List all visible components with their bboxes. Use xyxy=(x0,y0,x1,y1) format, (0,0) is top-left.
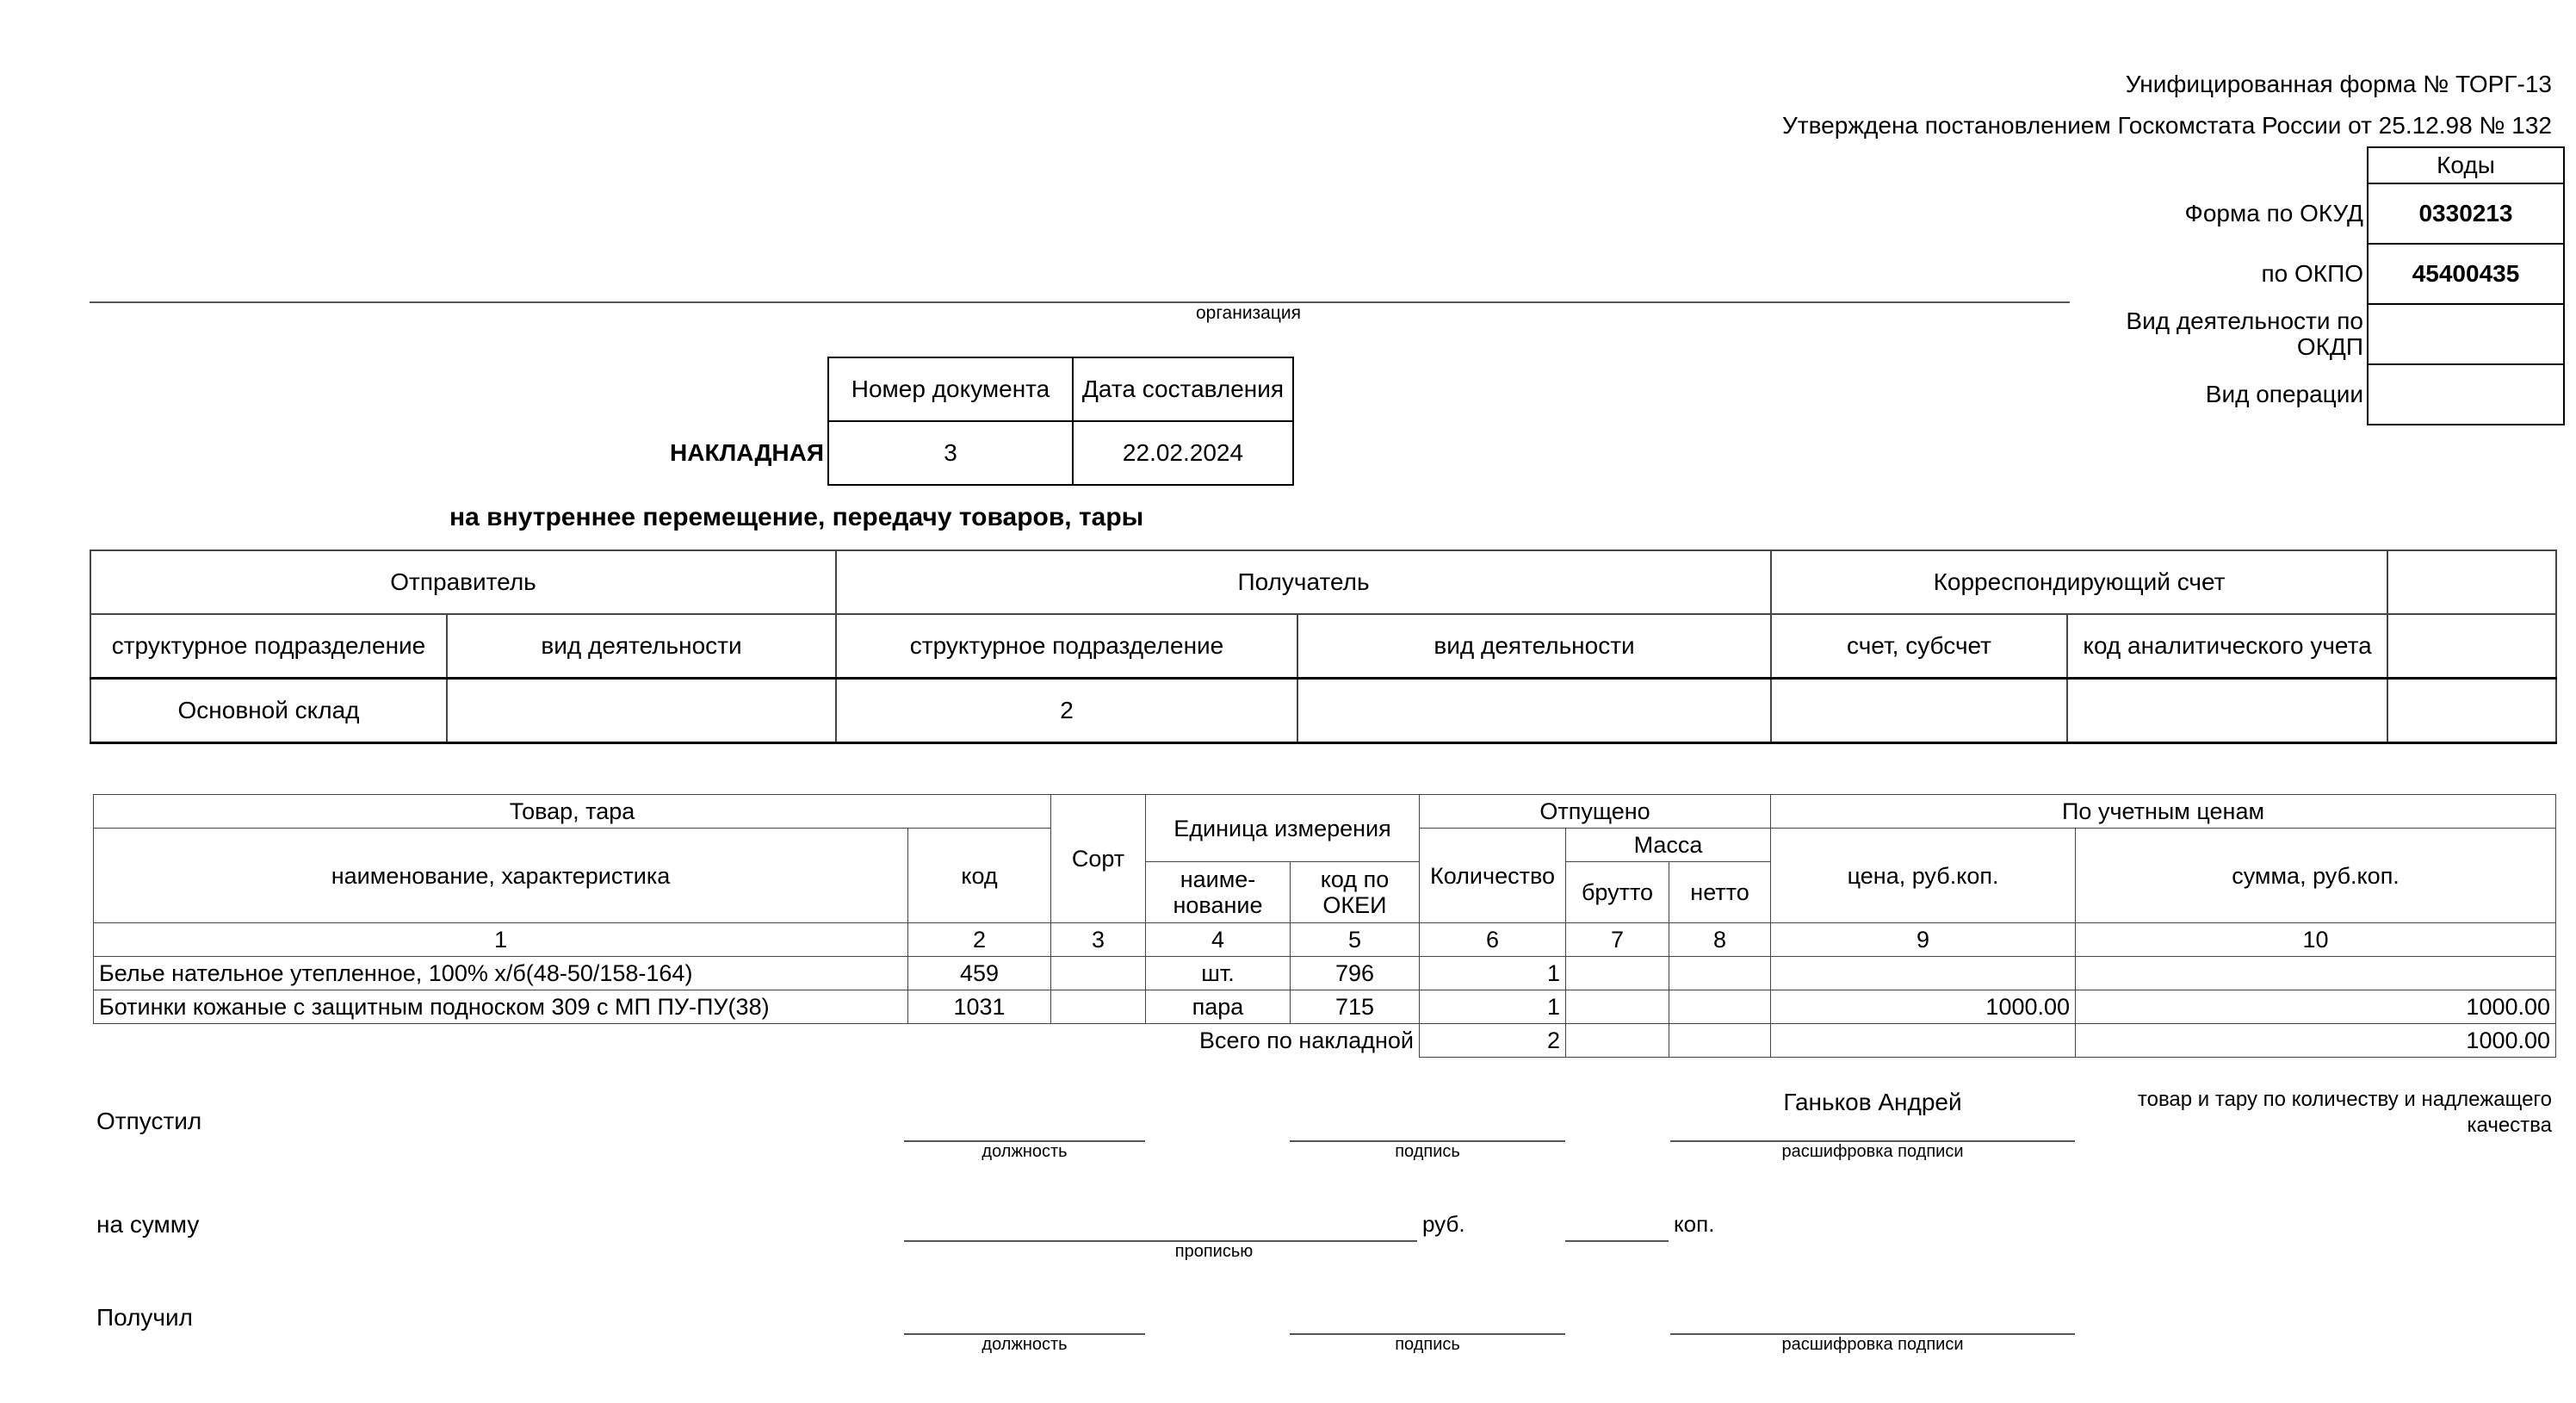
codes-title: Коды xyxy=(2368,147,2564,183)
subaccount-value xyxy=(1771,679,2067,743)
total-label: Всего по накладной xyxy=(1199,1027,1415,1054)
total-sum: 1000.00 xyxy=(2076,1024,2556,1058)
item-gross xyxy=(1566,957,1669,990)
okdp-value xyxy=(2368,304,2564,364)
okpo-label: по ОКПО xyxy=(2261,260,2363,287)
receiver-unit-header: структурное подразделение xyxy=(836,614,1297,679)
organization-line xyxy=(90,301,2070,303)
okpo-value: 45400435 xyxy=(2368,244,2564,304)
sender-unit-header: структурное подразделение xyxy=(90,614,447,679)
goods-header: Товар, тара xyxy=(94,795,1051,829)
qty-header: Количество xyxy=(1420,829,1566,923)
col-number: 4 xyxy=(1146,923,1291,957)
table-row xyxy=(94,957,2556,990)
analytic-code-header: код аналитического учета xyxy=(2067,614,2387,679)
decode-caption: расшифровка подписи xyxy=(1781,1142,1964,1161)
sender-receiver-table xyxy=(90,549,2557,744)
sender-unit-value: Основной склад xyxy=(90,679,447,743)
doc-date-label: Дата составления xyxy=(1073,357,1293,421)
item-name: Белье нательное утепленное, 100% х/б(48-50/158-164) xyxy=(94,957,908,990)
okdp-label: Вид деятельности по ОКДП xyxy=(2126,307,2363,360)
sum-header: сумма, руб.коп. xyxy=(2076,829,2556,923)
total-row xyxy=(94,1024,2556,1058)
codes-table xyxy=(2084,146,2565,425)
document-number-table xyxy=(560,357,1294,486)
col-number: 1 xyxy=(94,923,908,957)
item-unit: пара xyxy=(1146,990,1291,1024)
doc-date-value: 22.02.2024 xyxy=(1073,421,1293,485)
code-header: код xyxy=(908,829,1051,923)
receiver-activity-header: вид деятельности xyxy=(1297,614,1771,679)
item-name: Ботинки кожаные с защитным подноском 309 с МП ПУ-ПУ(38) xyxy=(94,990,908,1024)
position-caption: должность xyxy=(981,1142,1068,1161)
item-sort xyxy=(1051,990,1146,1024)
col-number: 2 xyxy=(908,923,1051,957)
doc-number-value: 3 xyxy=(828,421,1073,485)
col-number: 8 xyxy=(1669,923,1771,957)
operation-label: Вид операции xyxy=(2205,381,2363,407)
sender-activity-value xyxy=(447,679,836,743)
item-code: 1031 xyxy=(908,990,1051,1024)
receiver-unit-value: 2 xyxy=(836,679,1297,743)
analytic-code-value xyxy=(2067,679,2387,743)
table-row xyxy=(94,990,2556,1024)
receiver-header: Получатель xyxy=(836,550,1771,614)
position-caption: должность xyxy=(981,1335,1068,1354)
kop-line xyxy=(1565,1240,1669,1242)
item-code: 459 xyxy=(908,957,1051,990)
receiver-activity-value xyxy=(1297,679,1771,743)
sender-header: Отправитель xyxy=(90,550,836,614)
document-subtitle: на внутреннее перемещение, передачу товаров, тары xyxy=(449,503,1144,531)
subaccount-header: счет, субсчет xyxy=(1771,614,2067,679)
document-title: НАКЛАДНАЯ xyxy=(670,439,824,466)
extra-value xyxy=(2387,679,2556,743)
item-okei: 715 xyxy=(1291,990,1420,1024)
net-header: нетто xyxy=(1669,862,1771,923)
col-number: 5 xyxy=(1291,923,1420,957)
approval-note: Утверждена постановлением Госкомстата России от 25.12.98 № 132 xyxy=(1782,112,2552,139)
sum-label: на сумму xyxy=(96,1211,200,1238)
released-label: Отпустил xyxy=(96,1108,202,1134)
quality-note: товар и тару по количеству и надлежащего качества xyxy=(2137,1088,2552,1137)
decode-caption: расшифровка подписи xyxy=(1781,1335,1964,1354)
col-number: 7 xyxy=(1566,923,1669,957)
item-qty: 1 xyxy=(1420,990,1566,1024)
item-price: 1000.00 xyxy=(1771,990,2076,1024)
price-header: цена, руб.коп. xyxy=(1771,829,2076,923)
item-sort xyxy=(1051,957,1146,990)
kop-label: коп. xyxy=(1674,1211,1715,1237)
item-qty: 1 xyxy=(1420,957,1566,990)
total-qty: 2 xyxy=(1420,1024,1566,1058)
rub-label: руб. xyxy=(1422,1211,1465,1237)
goods-table xyxy=(93,794,2556,1058)
item-net xyxy=(1669,957,1771,990)
item-sum: 1000.00 xyxy=(2076,990,2556,1024)
sender-activity-header: вид деятельности xyxy=(447,614,836,679)
sort-header: Сорт xyxy=(1051,795,1146,923)
form-name: Унифицированная форма № ТОРГ-13 xyxy=(2125,71,2552,97)
okud-label: Форма по ОКУД xyxy=(2184,200,2363,227)
col-number: 6 xyxy=(1420,923,1566,957)
item-unit: шт. xyxy=(1146,957,1291,990)
released-name: Ганьков Андрей xyxy=(1783,1089,1962,1115)
account-header: Корреспондирующий счет xyxy=(1771,550,2387,614)
unit-name-header: наиме-нование xyxy=(1146,862,1291,923)
prices-header: По учетным ценам xyxy=(1771,795,2556,829)
okei-header: код по ОКЕИ xyxy=(1291,862,1420,923)
item-price xyxy=(1771,957,2076,990)
item-net xyxy=(1669,990,1771,1024)
organization-caption: организация xyxy=(1195,303,1301,323)
signature-caption: подпись xyxy=(1395,1142,1460,1161)
item-okei: 796 xyxy=(1291,957,1420,990)
col-number: 3 xyxy=(1051,923,1146,957)
item-gross xyxy=(1566,990,1669,1024)
unit-header: Единица измерения xyxy=(1146,795,1420,862)
words-caption: прописью xyxy=(1174,1242,1254,1261)
okud-value: 0330213 xyxy=(2368,183,2564,244)
mass-header: Масса xyxy=(1566,829,1771,862)
item-sum xyxy=(2076,957,2556,990)
gross-header: брутто xyxy=(1566,862,1669,923)
doc-number-label: Номер документа xyxy=(828,357,1073,421)
released-header: Отпущено xyxy=(1420,795,1771,829)
received-label: Получил xyxy=(96,1304,193,1331)
name-header: наименование, характеристика xyxy=(94,829,908,923)
col-number: 10 xyxy=(2076,923,2556,957)
operation-value xyxy=(2368,364,2564,425)
col-number: 9 xyxy=(1771,923,2076,957)
signature-caption: подпись xyxy=(1395,1335,1460,1354)
